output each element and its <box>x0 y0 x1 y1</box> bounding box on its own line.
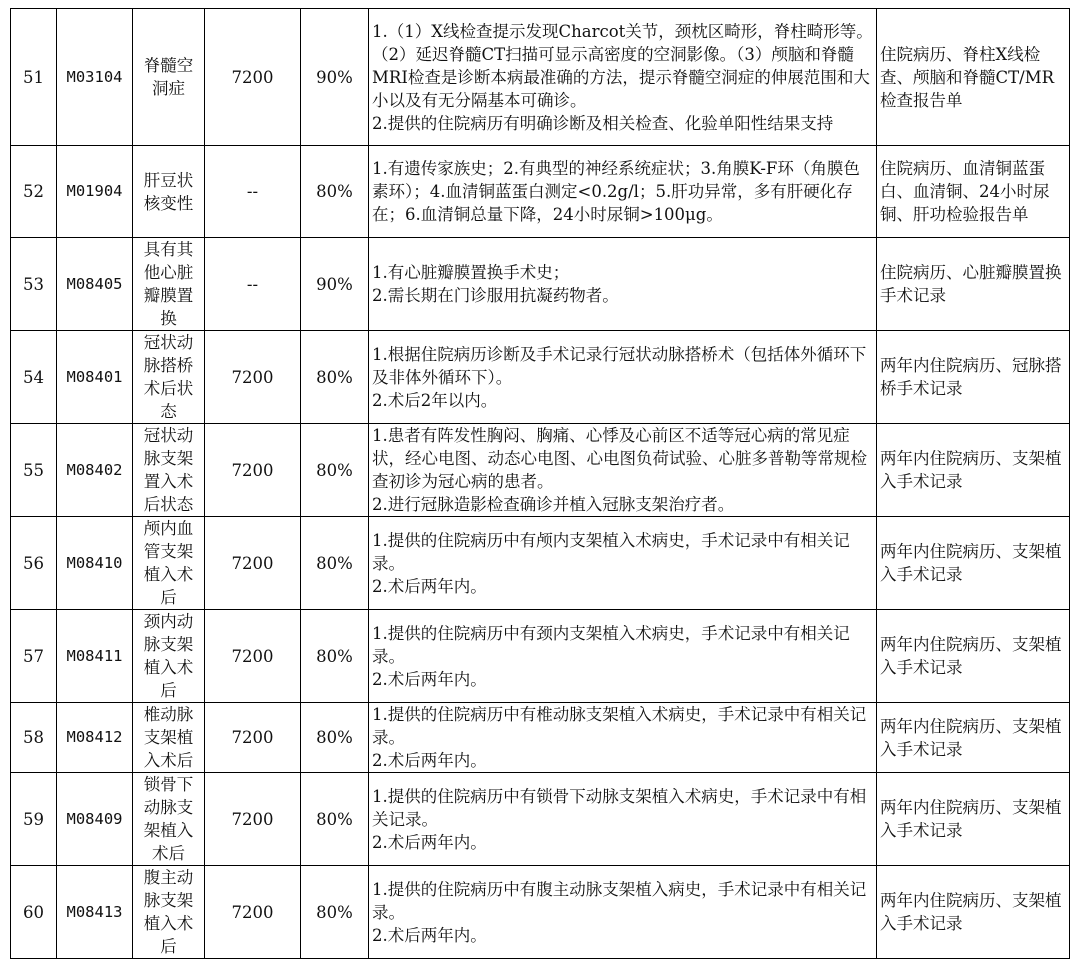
payment-limit: -- <box>205 146 301 238</box>
criteria-line: 2.术后两年内。 <box>372 832 487 852</box>
disease-code: M08409 <box>57 773 133 866</box>
row-number: 56 <box>11 517 57 610</box>
criteria-line: 1.提供的住院病历中有颅内支架植入术病史，手术记录中有相关记录。 <box>372 530 850 573</box>
disease-name: 颈内动脉支架植入术后 <box>133 610 205 703</box>
row-number: 59 <box>11 773 57 866</box>
reimbursement-rate: 80% <box>301 424 369 517</box>
reimbursement-rate: 90% <box>301 238 369 331</box>
reimbursement-rate: 80% <box>301 773 369 866</box>
required-documents: 两年内住院病历、支架植入手术记录 <box>877 517 1070 610</box>
criteria-line: 1.有心脏瓣膜置换手术史； <box>372 263 570 282</box>
table-row <box>11 9 1070 146</box>
payment-limit: 7200 <box>205 331 301 424</box>
table-row <box>11 773 1070 866</box>
reimbursement-rate: 80% <box>301 331 369 424</box>
disease-name: 椎动脉支架植入术后 <box>133 703 205 773</box>
payment-limit: -- <box>205 238 301 331</box>
disease-name: 脊髓空洞症 <box>133 9 205 146</box>
criteria-line: 2.进行冠脉造影检查确诊并植入冠脉支架治疗者。 <box>372 495 735 514</box>
table-row <box>11 424 1070 517</box>
row-number: 51 <box>11 9 57 146</box>
disease-name: 肝豆状核变性 <box>133 146 205 238</box>
disease-code: M08411 <box>57 610 133 703</box>
payment-limit: 7200 <box>205 773 301 866</box>
diagnosis-criteria <box>369 703 877 773</box>
diagnosis-criteria <box>369 331 877 424</box>
table-row <box>11 703 1070 773</box>
table-row <box>11 517 1070 610</box>
reimbursement-rate: 80% <box>301 866 369 959</box>
table-row <box>11 238 1070 331</box>
diagnosis-criteria <box>369 866 877 959</box>
required-documents: 住院病历、脊柱X线检查、颅脑和脊髓CT/MR检查报告单 <box>877 9 1070 146</box>
disease-name: 具有其他心脏瓣膜置换 <box>133 238 205 331</box>
disease-code: M08405 <box>57 238 133 331</box>
reimbursement-rate: 90% <box>301 9 369 146</box>
row-number: 52 <box>11 146 57 238</box>
payment-limit: 7200 <box>205 9 301 146</box>
criteria-line: 1.提供的住院病历中有颈内支架植入术病史，手术记录中有相关记录。 <box>372 623 850 666</box>
disease-name: 锁骨下动脉支架植入术后 <box>133 773 205 866</box>
row-number: 54 <box>11 331 57 424</box>
criteria-line: 1.有遗传家族史；2.有典型的神经系统症状；3.角膜K-F环（角膜色素环）；4.血清铜蓝蛋白测定<0.2g/l；5.肝功异常，多有肝硬化存在；6.血清铜总量下降，24小时尿铜>100μg。 <box>372 159 860 224</box>
row-number: 55 <box>11 424 57 517</box>
criteria-line: 1.（1）X线检查提示发现Charcot关节，颈枕区畸形，脊柱畸形等。（2）延迟脊髓CT扫描可显示高密度的空洞影像。（3）颅脑和脊髓MRI检查是诊断本病最准确的方法，提示脊髓空洞症的伸展范围和大小以及有无分隔基本可确诊。 <box>372 21 873 110</box>
required-documents: 两年内住院病历、支架植入手术记录 <box>877 703 1070 773</box>
disease-code: M08413 <box>57 866 133 959</box>
required-documents: 两年内住院病历、冠脉搭桥手术记录 <box>877 331 1070 424</box>
disease-code: M08402 <box>57 424 133 517</box>
table-row <box>11 866 1070 959</box>
required-documents: 住院病历、血清铜蓝蛋白、血清铜、24小时尿铜、肝功检验报告单 <box>877 146 1070 238</box>
criteria-line: 2.术后两年内。 <box>372 925 487 945</box>
disease-name: 冠状动脉搭桥术后状态 <box>133 331 205 424</box>
diagnosis-criteria <box>369 773 877 866</box>
criteria-line: 1.提供的住院病历中有腹主动脉支架植入病史，手术记录中有相关记录。 <box>372 879 867 922</box>
diagnosis-criteria <box>369 238 877 331</box>
diagnosis-criteria <box>369 610 877 703</box>
criteria-line: 1.患者有阵发性胸闷、胸痛、心悸及心前区不适等冠心病的常见症状，经心电图、动态心电图、心电图负荷试验、心脏多普勒等常规检查初诊为冠心病的患者。 <box>372 426 867 491</box>
criteria-line: 2.提供的住院病历有明确诊断及相关检查、化验单阳性结果支持 <box>372 113 834 133</box>
required-documents: 两年内住院病历、支架植入手术记录 <box>877 773 1070 866</box>
payment-limit: 7200 <box>205 703 301 773</box>
disease-code: M08410 <box>57 517 133 610</box>
diagnosis-criteria <box>369 424 877 517</box>
criteria-line: 1.提供的住院病历中有椎动脉支架植入术病史，手术记录中有相关记录。 <box>372 705 867 747</box>
diagnosis-criteria <box>369 146 877 238</box>
disease-name: 颅内血管支架植入术后 <box>133 517 205 610</box>
payment-limit: 7200 <box>205 610 301 703</box>
criteria-line: 2.术后两年内。 <box>372 576 487 596</box>
criteria-line: 1.根据住院病历诊断及手术记录行冠状动脉搭桥术（包括体外循环下及非体外循环下）。 <box>372 344 867 387</box>
payment-limit: 7200 <box>205 866 301 959</box>
required-documents: 两年内住院病历、支架植入手术记录 <box>877 866 1070 959</box>
reimbursement-rate: 80% <box>301 703 369 773</box>
required-documents: 两年内住院病历、支架植入手术记录 <box>877 424 1070 517</box>
reimbursement-rate: 80% <box>301 146 369 238</box>
required-documents: 住院病历、心脏瓣膜置换手术记录 <box>877 238 1070 331</box>
payment-limit: 7200 <box>205 424 301 517</box>
table-row <box>11 331 1070 424</box>
criteria-line: 2.术后2年以内。 <box>372 390 498 410</box>
payment-limit: 7200 <box>205 517 301 610</box>
disease-code: M03104 <box>57 9 133 146</box>
disease-code: M01904 <box>57 146 133 238</box>
disease-code: M08412 <box>57 703 133 773</box>
diagnosis-criteria <box>369 9 877 146</box>
criteria-line: 2.术后两年内。 <box>372 751 487 770</box>
criteria-line: 1.提供的住院病历中有锁骨下动脉支架植入术病史，手术记录中有相关记录。 <box>372 786 867 829</box>
reimbursement-rate: 80% <box>301 517 369 610</box>
row-number: 60 <box>11 866 57 959</box>
required-documents: 两年内住院病历、支架植入手术记录 <box>877 610 1070 703</box>
table-row <box>11 146 1070 238</box>
disease-name: 腹主动脉支架植入术后 <box>133 866 205 959</box>
table-body <box>11 9 1070 959</box>
diagnosis-criteria <box>369 517 877 610</box>
disease-code: M08401 <box>57 331 133 424</box>
table-row <box>11 610 1070 703</box>
criteria-line: 2.需长期在门诊服用抗凝药物者。 <box>372 286 619 305</box>
row-number: 53 <box>11 238 57 331</box>
reimbursement-rate: 80% <box>301 610 369 703</box>
disease-criteria-table <box>10 8 1070 959</box>
disease-name: 冠状动脉支架置入术后状态 <box>133 424 205 517</box>
criteria-line: 2.术后两年内。 <box>372 669 487 689</box>
row-number: 57 <box>11 610 57 703</box>
row-number: 58 <box>11 703 57 773</box>
